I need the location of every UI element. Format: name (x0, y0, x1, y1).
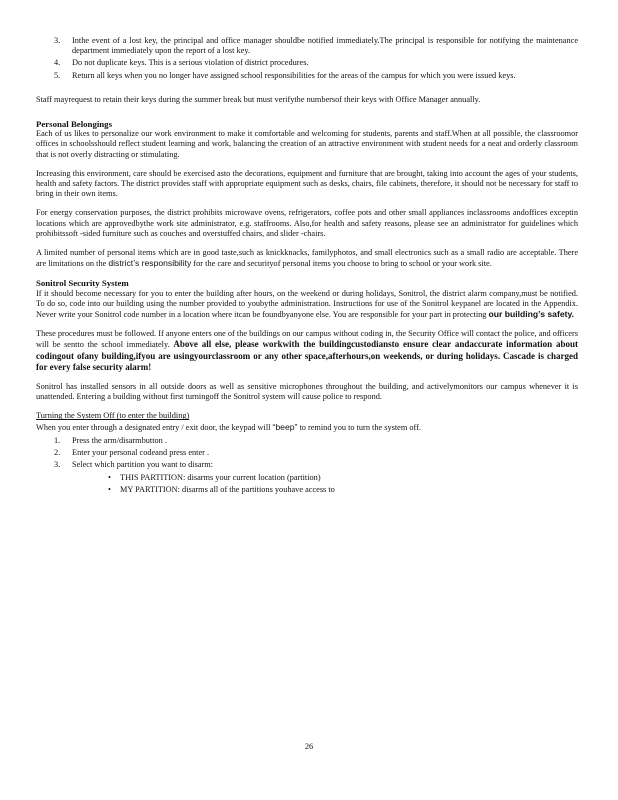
turning-off-title: Turning the System Off (to enter the building) (36, 411, 190, 421)
turning-off-intro-before: When you enter through a designated entry / exit door, the keypad will (36, 422, 271, 432)
bullet-text: MY PARTITION: disarms all of the partitions youhave access to (120, 484, 335, 494)
lost-key-list (36, 36, 578, 81)
step-item (36, 448, 578, 458)
bullet-item (36, 473, 578, 483)
procedures-paragraph (36, 329, 578, 373)
document-page (36, 36, 578, 497)
procedures-bold-text: Above all else, please workwith the buildingcustodiansto ensure clear andaccurate information about codingout ofany building,ifyou are usingyourclassroom or any other space,afterhours,on weekends, or during holidays. Cascade is charged for every false security alarm! (36, 339, 579, 372)
sonitrol-intro-text: If it should become necessary for you to enter the building after hours, on the weekend or during holidays, Sonitrol, the district alarm company,must be notified. To do so, code into our building using the number provided to youbythe administration. Instructions for use of the Sonitrol keypanel are located in the Appendix. Never write your Sonitrol code number in a location where itcan be foundbyanyone else. You are responsible for your part in protecting (36, 288, 578, 320)
step-text: Enter your personal codeand press enter . (72, 448, 210, 458)
step-item (36, 460, 578, 470)
list-text: Inthe event of a lost key, the principal and office manager shouldbe notified immediately.The principal is responsible for notifying the maintenance department immediately upon the report of a lost key. (72, 36, 578, 56)
staff-keys-paragraph: Staff mayrequest to retain their keys during the summer break but must verifythe numbersof their keys with Office Manager annually. (36, 94, 481, 104)
list-text: Return all keys when you no longer have assigned school responsibilities for the areas of the campus for which you were issued keys. (72, 70, 516, 80)
turning-off-intro (36, 422, 578, 433)
step-item (36, 436, 578, 446)
sonitrol-heading: Sonitrol Security System (36, 278, 129, 289)
beep-word: “beep” (272, 421, 298, 432)
bullet-icon: • (108, 484, 111, 494)
steps-list (36, 436, 578, 471)
procedures-text: These procedures must be followed. If anyone enters one of the buildings on our campus without coding in, the Security Office will contact the police, and officers will be sentto the school immediately. (36, 329, 578, 350)
step-number: 3. (54, 460, 61, 470)
safety-phrase: our building’s safety. (488, 309, 574, 320)
body-paragraph: For energy conservation purposes, the district prohibits microwave ovens, refrigerators, coffee pots and other small appliances inclassrooms andoffices exceptin locations which are approvedbythe work site administrator, e.g. staffrooms. Also,for health and safety reasons, please see an administrator for guidelines which prohibitssoft -sided furniture such as couches and overstuffed chairs, and slider -chairs. (36, 208, 578, 238)
bullet-text: THIS PARTITION: disarms your current location (partition) (120, 472, 321, 482)
list-item (36, 58, 578, 68)
turning-off-intro-after: to remind you to turn the system off. (299, 422, 421, 432)
bullet-icon: • (108, 472, 111, 482)
personal-items-tail: for the care and securityof personal items you choose to bring to school or your work site. (193, 259, 492, 269)
list-number: 3. (54, 36, 61, 45)
body-paragraph: Increasing this environment, care should be exercised asto the decorations, equipment and furniture that are brought, taking into account the ages of your students, health and safety factors. The district provides staff with appropriate equipment such as desks, chairs, file cabinets, therefore, it should not be necessary for staff to bring in their own items. (36, 168, 578, 199)
personal-belongings-heading: Personal Belongings (36, 119, 113, 130)
personal-items-paragraph (36, 248, 578, 269)
list-item (36, 71, 578, 81)
list-number: 4. (54, 58, 61, 68)
step-number: 1. (54, 435, 61, 445)
bullet-item (36, 485, 578, 495)
page-number: 26 (304, 742, 314, 751)
step-text: Select which partition you want to disarm: (72, 460, 214, 470)
partition-bullet-list (36, 473, 578, 495)
step-number: 2. (54, 448, 61, 458)
step-text: Press the arm/disarmbutton . (72, 435, 167, 445)
sonitrol-intro-paragraph (36, 289, 578, 321)
sensors-paragraph: Sonitrol has installed sensors in all outside doors as well as sensitive microphones throughout the building, and activelymonitors our campus whenever it is unattended. Entering a building without first turningoff the Sonitrol system will cause police to respond. (36, 382, 578, 402)
list-number: 5. (54, 70, 61, 80)
district-responsibility-text: district’s responsibility (108, 258, 192, 269)
list-item (36, 36, 578, 56)
personal-items-text: A limited number of personal items which are in good taste,such as knickknacks, familyphotos, and small electronics such as a small radio are acceptable. There are limitations on the (36, 248, 578, 269)
body-paragraph: Each of us likes to personalize our work environment to make it comfortable and welcoming for students, parents and staff.When at all possible, the classroomor offices in schoolsshould reflect student learning and work, balancing the creation of an attractive environment with student needs for a neat and orderly classroom that is not overly distracting or stimulating. (36, 129, 578, 159)
list-text: Do not duplicate keys. This is a serious violation of district procedures. (72, 58, 309, 68)
